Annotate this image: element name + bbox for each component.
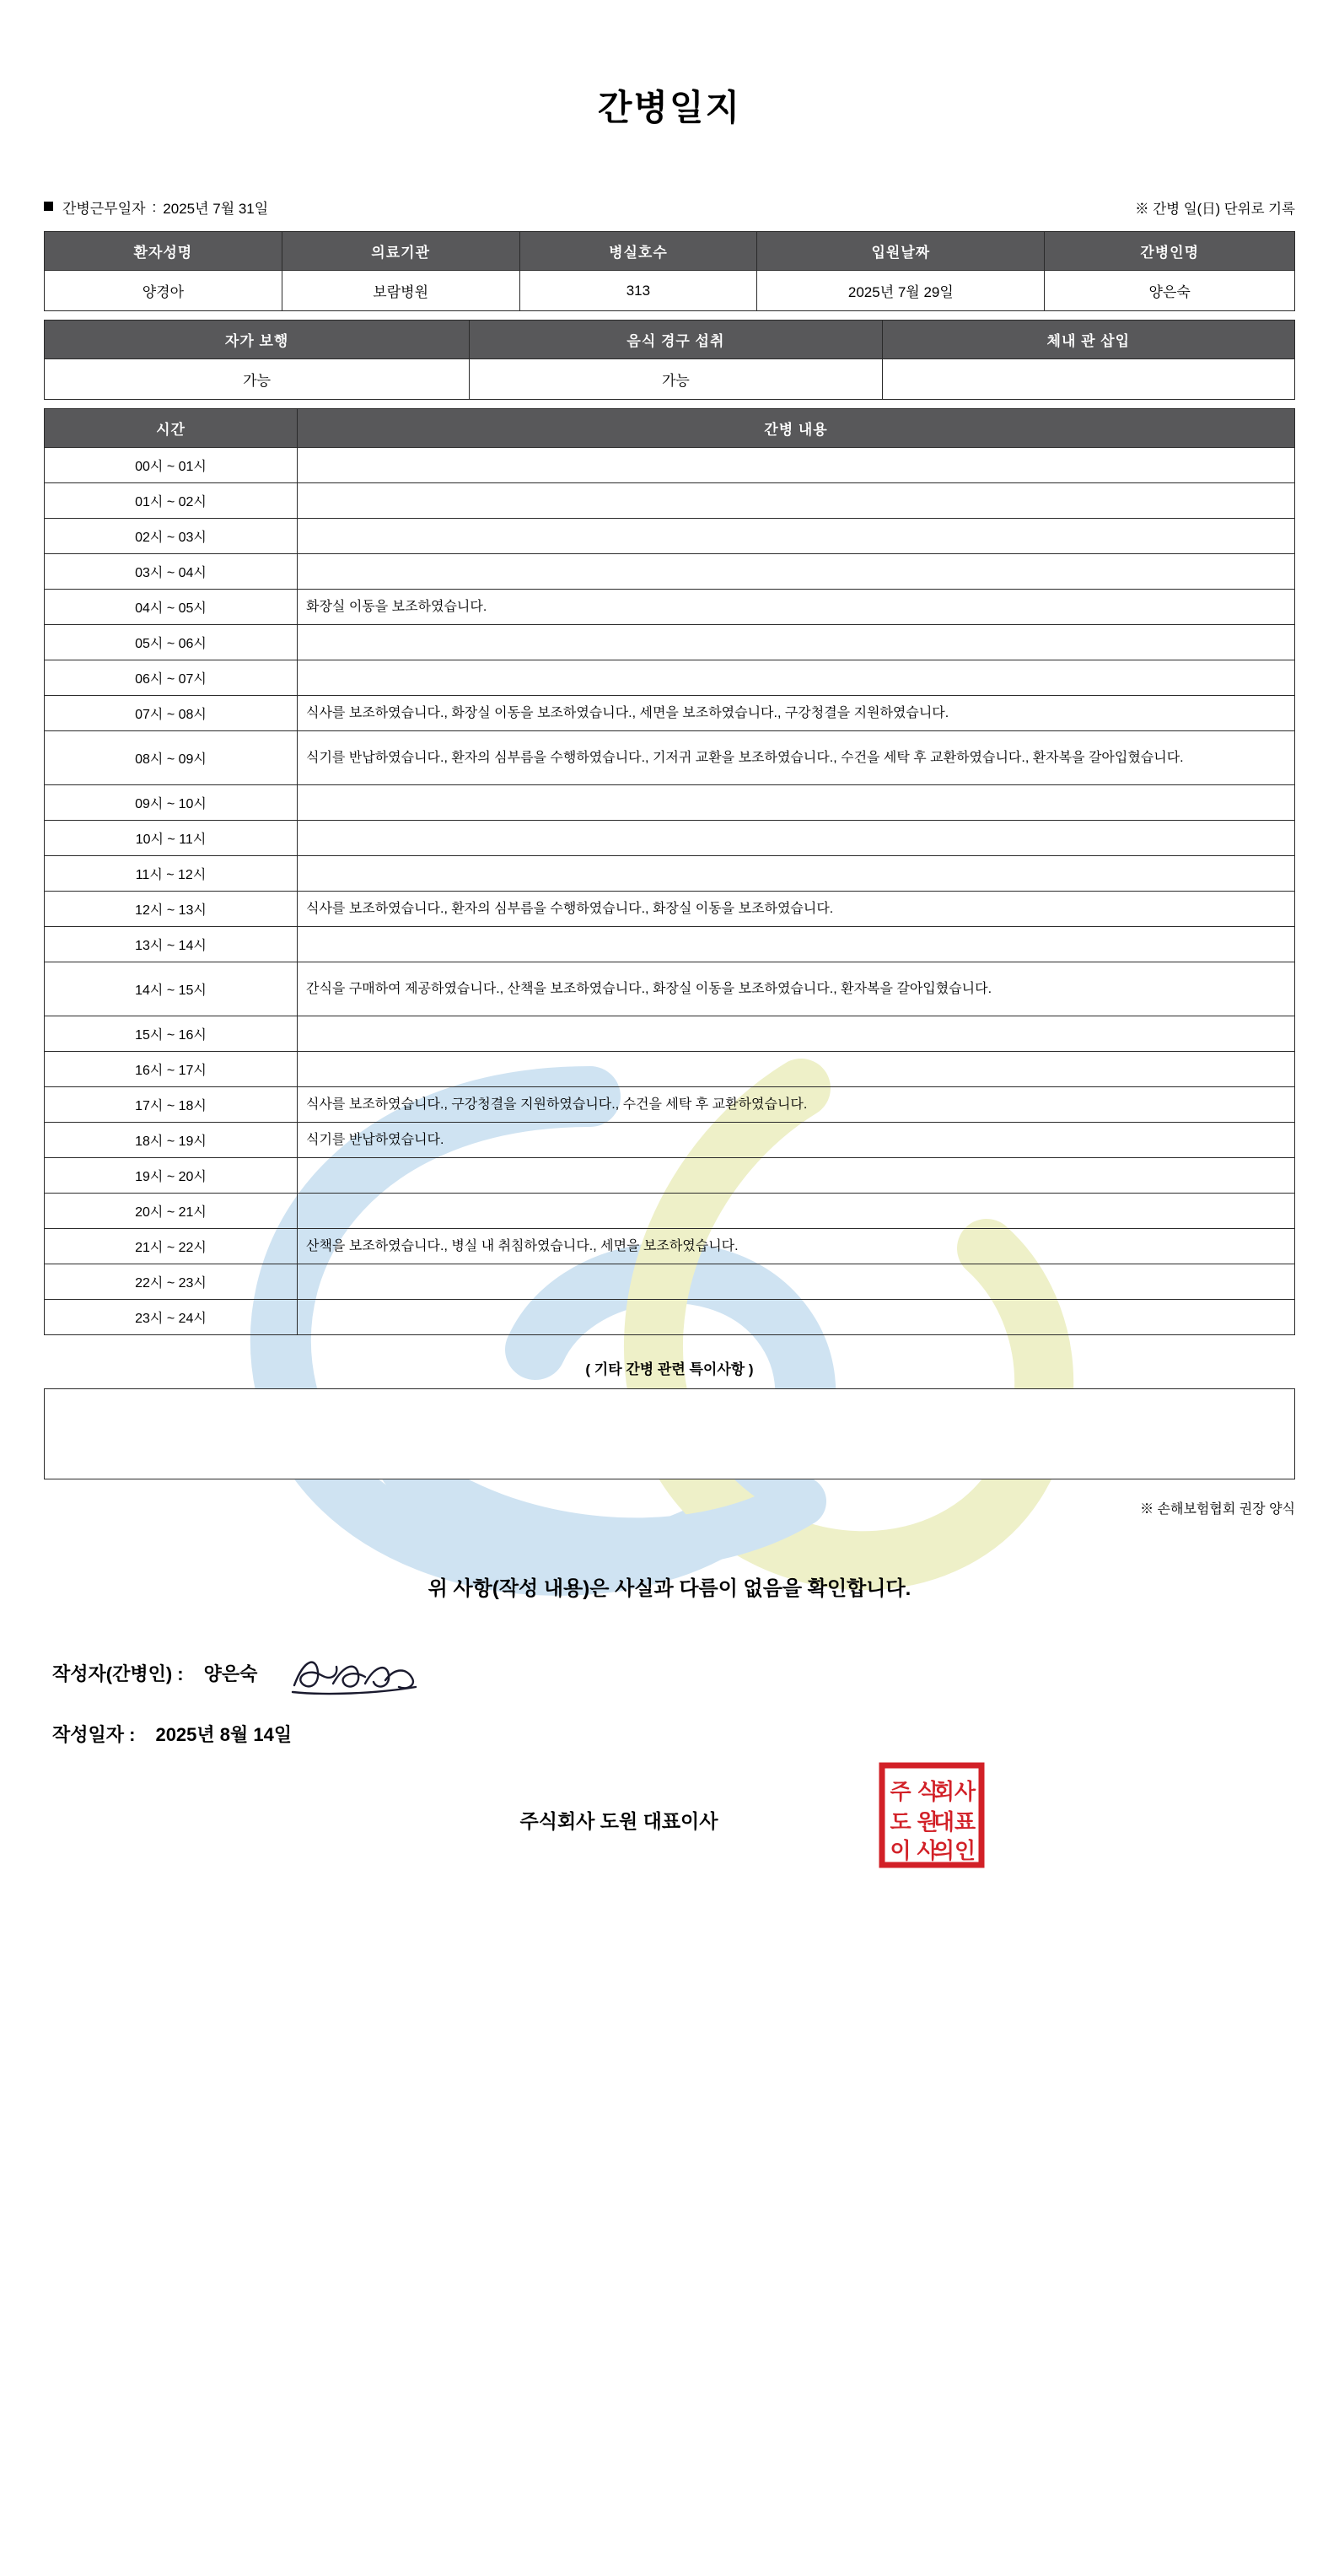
table-row-header xyxy=(45,409,1295,448)
time-label: 14시 ~ 15시 xyxy=(45,962,298,1016)
table-row-header xyxy=(45,232,1295,271)
table-row xyxy=(45,927,1295,962)
table-row xyxy=(45,731,1295,785)
care-note xyxy=(298,625,1295,660)
td-tube-insertion xyxy=(882,359,1294,400)
table-row xyxy=(45,785,1295,821)
time-label: 10시 ~ 11시 xyxy=(45,821,298,856)
care-note xyxy=(298,1264,1295,1300)
care-note xyxy=(298,1194,1295,1229)
table-row-header xyxy=(45,321,1295,359)
svg-text:의인: 의인 xyxy=(933,1838,976,1863)
handwritten-signature-icon xyxy=(288,1650,422,1702)
care-note: 식사를 보조하였습니다., 구강청결을 지원하였습니다., 수건을 세탁 후 교환하였습니다. xyxy=(298,1087,1295,1123)
date-line xyxy=(52,1721,1339,1747)
time-label: 01시 ~ 02시 xyxy=(45,483,298,519)
square-bullet-icon xyxy=(44,202,53,211)
table-row xyxy=(45,590,1295,625)
td-patient-name: 양경아 xyxy=(45,271,282,311)
td-hospital: 보람병원 xyxy=(282,271,519,311)
care-note xyxy=(298,483,1295,519)
writer-line xyxy=(52,1646,1339,1699)
time-label: 13시 ~ 14시 xyxy=(45,927,298,962)
time-label: 11시 ~ 12시 xyxy=(45,856,298,892)
work-date-group xyxy=(44,197,268,218)
svg-text:식: 식 xyxy=(917,1779,938,1804)
time-label: 02시 ~ 03시 xyxy=(45,519,298,554)
th-admission-date: 입원날짜 xyxy=(757,232,1045,271)
th-caregiver-name: 간병인명 xyxy=(1045,232,1295,271)
care-note: 화장실 이동을 보조하였습니다. xyxy=(298,590,1295,625)
work-date-separator: : xyxy=(152,198,157,215)
care-note: 식사를 보조하였습니다., 환자의 심부름을 수행하였습니다., 화장실 이동을 보조하였습니다. xyxy=(298,892,1295,927)
date-value: 2025년 8월 14일 xyxy=(155,1724,293,1745)
confirmation-statement: 위 사항(작성 내용)은 사실과 다름이 없음을 확인합니다. xyxy=(428,1577,911,1600)
table-row xyxy=(45,483,1295,519)
svg-text:대표: 대표 xyxy=(933,1809,976,1835)
th-tube-insertion: 체내 관 삽입 xyxy=(882,321,1294,359)
td-admission-date: 2025년 7월 29일 xyxy=(757,271,1045,311)
care-note xyxy=(298,856,1295,892)
care-note xyxy=(298,519,1295,554)
care-note: 식기를 반납하였습니다. xyxy=(298,1123,1295,1158)
time-label: 05시 ~ 06시 xyxy=(45,625,298,660)
table-row xyxy=(45,1087,1295,1123)
company-name: 주식회사 도원 대표이사 xyxy=(519,1810,718,1832)
time-label: 04시 ~ 05시 xyxy=(45,590,298,625)
table-row xyxy=(45,1016,1295,1052)
svg-text:이: 이 xyxy=(890,1838,911,1863)
table-row xyxy=(45,821,1295,856)
time-label: 00시 ~ 01시 xyxy=(45,448,298,483)
writer-value: 양은숙 xyxy=(203,1663,258,1684)
table-row xyxy=(45,892,1295,927)
time-label: 08시 ~ 09시 xyxy=(45,731,298,785)
table-row xyxy=(45,1300,1295,1335)
company-line xyxy=(0,1779,1339,1863)
work-date-value: 2025년 7월 31일 xyxy=(163,201,269,217)
table-row xyxy=(45,271,1295,311)
time-label: 18시 ~ 19시 xyxy=(45,1123,298,1158)
table-row xyxy=(45,554,1295,590)
td-self-walking: 가능 xyxy=(45,359,470,400)
time-label: 03시 ~ 04시 xyxy=(45,554,298,590)
work-date-label: 간병근무일자 xyxy=(62,201,146,217)
time-label: 23시 ~ 24시 xyxy=(45,1300,298,1335)
th-patient-name: 환자성명 xyxy=(45,232,282,271)
th-oral-intake: 음식 경구 섭취 xyxy=(470,321,882,359)
etc-content-box xyxy=(44,1388,1295,1479)
care-note xyxy=(298,554,1295,590)
care-note: 식기를 반납하였습니다., 환자의 심부름을 수행하였습니다., 기저귀 교환을 보조하였습니다., 수건을 세탁 후 교환하였습니다., 환자복을 갈아입혔습니다. xyxy=(298,731,1295,785)
patient-info-table xyxy=(44,231,1295,311)
company-seal-stamp-icon xyxy=(879,1762,985,1873)
care-note xyxy=(298,660,1295,696)
care-note xyxy=(298,448,1295,483)
th-room-number: 병실호수 xyxy=(519,232,757,271)
td-oral-intake: 가능 xyxy=(470,359,882,400)
svg-text:원: 원 xyxy=(917,1809,938,1835)
signature-block xyxy=(52,1646,1339,1747)
writer-label: 작성자(간병인) : xyxy=(52,1663,184,1684)
th-self-walking: 자가 보행 xyxy=(45,321,470,359)
meta-row xyxy=(44,197,1295,218)
svg-text:주: 주 xyxy=(890,1779,911,1804)
time-label: 22시 ~ 23시 xyxy=(45,1264,298,1300)
table-row xyxy=(45,1052,1295,1087)
table-row xyxy=(45,1229,1295,1264)
date-label: 작성일자 : xyxy=(52,1724,136,1745)
svg-text:회사: 회사 xyxy=(933,1779,976,1804)
table-row xyxy=(45,359,1295,400)
table-row xyxy=(45,660,1295,696)
care-note xyxy=(298,927,1295,962)
care-note: 식사를 보조하였습니다., 화장실 이동을 보조하였습니다., 세면을 보조하였습니다., 구강청결을 지원하였습니다. xyxy=(298,696,1295,731)
record-unit-note: ※ 간병 일(日) 단위로 기록 xyxy=(1135,202,1295,217)
td-room-number: 313 xyxy=(519,271,757,311)
care-note: 산책을 보조하였습니다., 병실 내 취침하였습니다., 세면을 보조하였습니다. xyxy=(298,1229,1295,1264)
care-note xyxy=(298,1052,1295,1087)
hourly-log-table xyxy=(44,408,1295,1335)
care-note: 간식을 구매하여 제공하였습니다., 산책을 보조하였습니다., 화장실 이동을 보조하였습니다., 환자복을 갈아입혔습니다. xyxy=(298,962,1295,1016)
table-row xyxy=(45,1194,1295,1229)
time-label: 09시 ~ 10시 xyxy=(45,785,298,821)
table-row xyxy=(45,856,1295,892)
ability-table xyxy=(44,320,1295,400)
table-row xyxy=(45,1123,1295,1158)
time-label: 17시 ~ 18시 xyxy=(45,1087,298,1123)
care-note xyxy=(298,785,1295,821)
table-row xyxy=(45,519,1295,554)
time-label: 21시 ~ 22시 xyxy=(45,1229,298,1264)
time-label: 15시 ~ 16시 xyxy=(45,1016,298,1052)
care-note xyxy=(298,1016,1295,1052)
svg-text:도: 도 xyxy=(890,1809,911,1835)
svg-text:사: 사 xyxy=(917,1838,938,1863)
th-care-content: 간병 내용 xyxy=(298,409,1295,448)
table-row xyxy=(45,625,1295,660)
th-time: 시간 xyxy=(45,409,298,448)
time-label: 16시 ~ 17시 xyxy=(45,1052,298,1087)
table-row xyxy=(45,696,1295,731)
care-note xyxy=(298,1300,1295,1335)
time-label: 07시 ~ 08시 xyxy=(45,696,298,731)
time-label: 20시 ~ 21시 xyxy=(45,1194,298,1229)
table-row xyxy=(45,448,1295,483)
time-label: 12시 ~ 13시 xyxy=(45,892,298,927)
page-title: 간병일지 xyxy=(597,88,742,127)
care-note xyxy=(298,1158,1295,1194)
care-note xyxy=(298,821,1295,856)
association-note: ※ 손해보험협회 권장 양식 xyxy=(1140,1502,1295,1517)
etc-section-title: ( 기타 간병 관련 특이사항 ) xyxy=(585,1361,754,1377)
td-caregiver-name: 양은숙 xyxy=(1045,271,1295,311)
table-row xyxy=(45,1264,1295,1300)
table-row xyxy=(45,962,1295,1016)
th-hospital: 의료기관 xyxy=(282,232,519,271)
time-label: 19시 ~ 20시 xyxy=(45,1158,298,1194)
table-row xyxy=(45,1158,1295,1194)
time-label: 06시 ~ 07시 xyxy=(45,660,298,696)
